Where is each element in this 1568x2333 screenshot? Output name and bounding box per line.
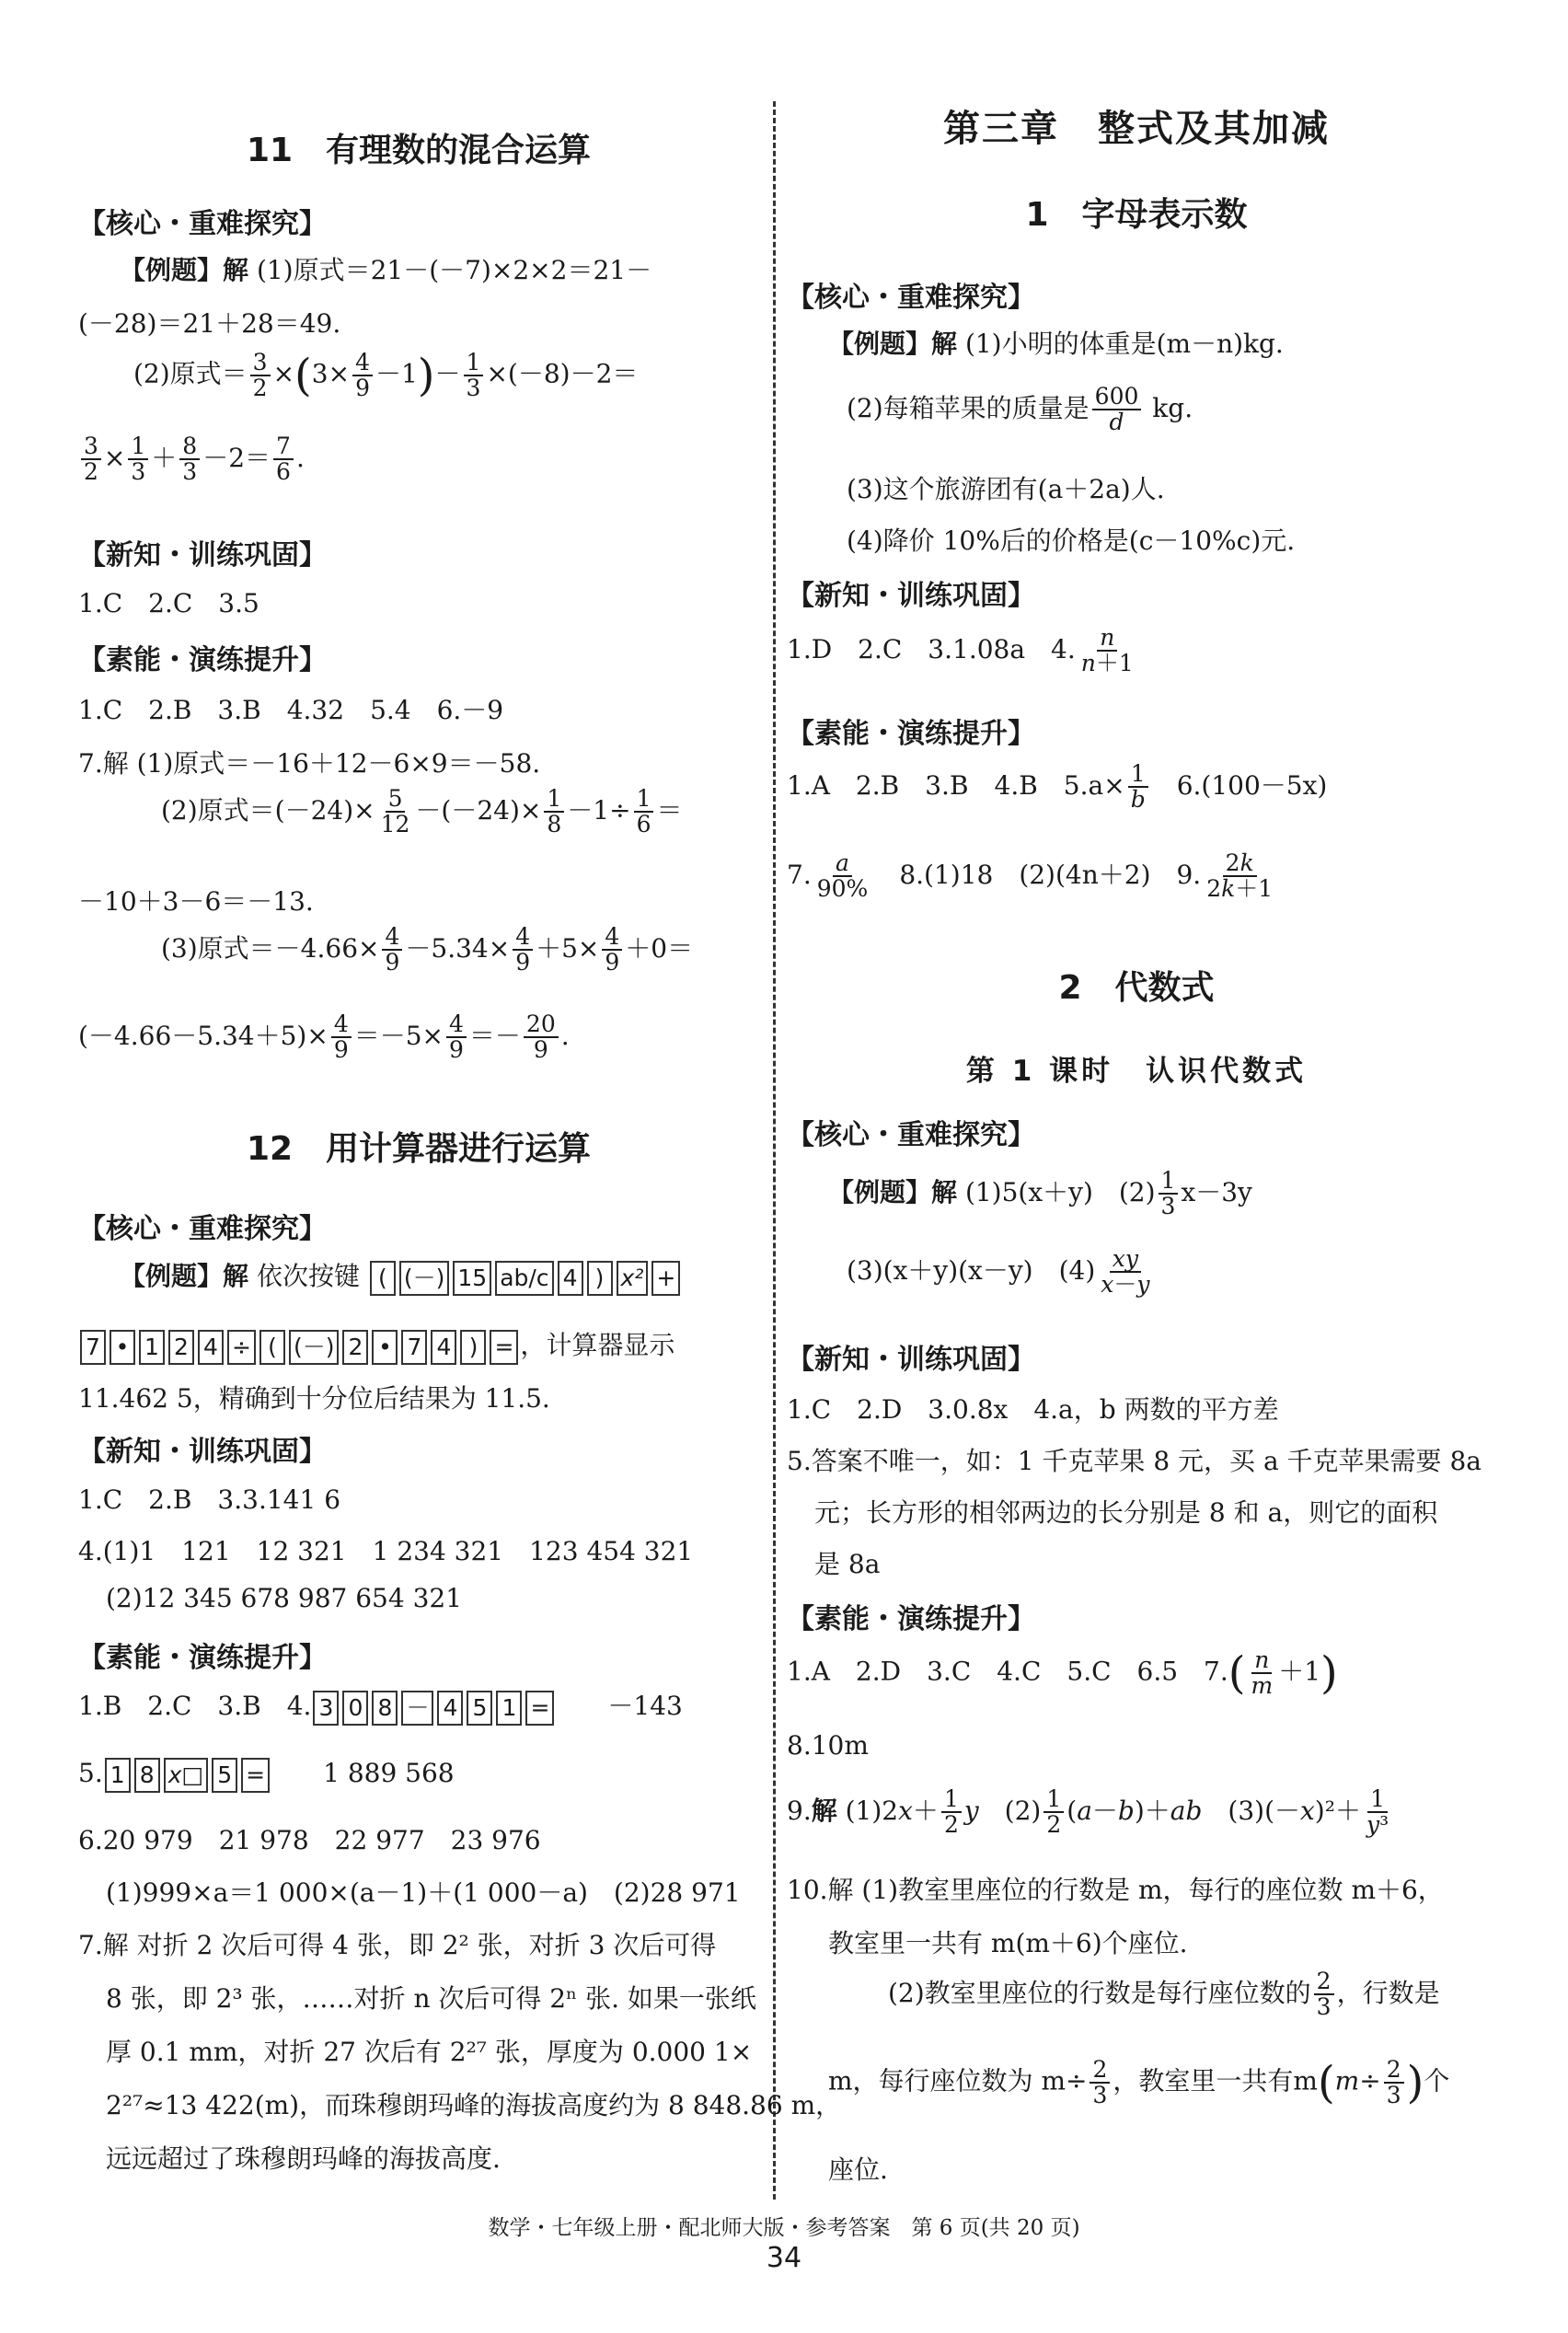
- s1-new-answers: 1.D 2.C 3.1.08a 4. $\frac{n}{n+1}$: [787, 624, 1134, 677]
- s1-example-text1: (1)小明的体重是(m－n)kg.: [964, 329, 1284, 359]
- s11-example-line1: [120, 250, 651, 287]
- s1-new-text: 1.D 2.C 3.1.08a 4.: [787, 633, 1076, 664]
- s12-skill-line2: 5. 1 8 x□ 5 = 1 889 568: [78, 1753, 455, 1793]
- solution-label: 解: [223, 255, 249, 285]
- key-5b: 5: [212, 1758, 237, 1793]
- s12-skill-result1: －143: [607, 1691, 683, 1721]
- key-neg: (－): [399, 1261, 450, 1296]
- s2-q9: 9.解 (1)2x＋ $\frac{1}{2}$ y (2) $\frac{1}{2}$ (a－b)＋ab (3)(－x)²＋ $\frac{1}{\text{y³}}$: [787, 1785, 1389, 1839]
- s2-q10-line5: 座位.: [828, 2154, 888, 2185]
- s11-example-line4: $\frac{3}{2}$ × $\frac{1}{3}$ ＋ $\frac{8}{3}$ －2＝ $\frac{7}{6}$ .: [78, 434, 305, 485]
- s11-new-answers: 1.C 2.C 3.5: [78, 588, 259, 618]
- core-tag-3: 【核心・重难探究】: [787, 282, 1035, 314]
- section-11-title: 11 有理数的混合运算: [246, 132, 592, 169]
- s2-example-text2: (3)(x＋y)(x－y) (4): [847, 1254, 1096, 1286]
- key-1b: 1: [496, 1691, 522, 1726]
- key-1c: 1: [105, 1758, 131, 1793]
- key-eq2: =: [525, 1691, 554, 1726]
- s2-new-line1: 1.C 2.D 3.0.8x 4.a，b 两数的平方差: [787, 1394, 1279, 1425]
- s1-example-line4: (4)降价 10%后的价格是(c－10%c)元.: [847, 526, 1296, 556]
- skill-tag-4: 【素能・演练提升】: [787, 1603, 1035, 1635]
- key-3: 3: [313, 1691, 339, 1726]
- key-x2: x²: [617, 1261, 649, 1296]
- key-4d: 4: [437, 1691, 463, 1726]
- s1-example-line1: [828, 324, 1284, 361]
- s2-q10-line4: m，每行座位数为 m÷ $\frac{2}{3}$ ，教室里一共有m(m÷ $\frac{2}{3}$ )个: [828, 2055, 1450, 2108]
- key-7: 7: [80, 1330, 106, 1365]
- s12-q7-line1: 7.解 对折 2 次后可得 4 张，即 2² 张，对折 3 次后可得: [78, 1930, 717, 1960]
- key-2: 2: [168, 1330, 194, 1365]
- s2-example-text1: (1)5(x＋y) (2): [964, 1176, 1156, 1207]
- s11-example-line3: (2)原式＝ $\frac{3}{2}$ ×(3× $\frac{4}{9}$ －1)－ $\frac{1}{3}$ ×(－8)－2＝: [133, 348, 639, 401]
- s11-q7-line2: (2)原式＝(－24)× $\frac{5}{12}$ －(－24)× $\frac{1}{8}$ －1÷ $\frac{1}{6}$ ＝: [161, 785, 683, 838]
- key-eq: =: [490, 1330, 518, 1365]
- s2-q10-text3-tail: ，行数是: [1336, 1977, 1440, 2008]
- s12-q6-line2: (1)999×a＝1 000×(a－1)＋(1 000－a) (2)28 971: [106, 1877, 741, 1908]
- s12-example-line1: [120, 1256, 682, 1296]
- example-label: 【例题】: [120, 1261, 224, 1291]
- s1-skill-line2: 7. $\frac{a}{90\%}$ 8.(1)18 (2)(4n＋2) 9. $\frac{2k}{2k+1}$: [787, 849, 1274, 903]
- s12-q7-line2: 8 张，即 2³ 张，……对折 n 次后可得 2ⁿ 张. 如果一张纸: [106, 1983, 756, 2014]
- s1-skill-text2: 8.(1)18 (2)(4n＋2) 9.: [899, 859, 1202, 890]
- s2-q10-line1: 10.解 (1)教室里座位的行数是 m，每行的座位数 m＋6，: [787, 1875, 1444, 1905]
- core-tag-2: 【核心・重难探究】: [78, 1213, 327, 1245]
- chapter-title: 第三章 整式及其加减: [943, 108, 1330, 150]
- example-label: 【例题】: [828, 1176, 932, 1207]
- s11-q7-line5: (－4.66－5.34＋5)× $\frac{4}{9}$ ＝－5× $\frac{4}{9}$ ＝－ $\frac{20}{9}$ .: [78, 1011, 570, 1064]
- s12-example-line3: 11.462 5，精确到十分位后结果为 11.5.: [78, 1383, 550, 1414]
- key-abc: ab/c: [495, 1261, 553, 1296]
- s11-q7-line3: －10＋3－6＝－13.: [78, 886, 314, 917]
- s1-example-line2: (2)每箱苹果的质量是 $\frac{600}{d}$ kg.: [847, 383, 1193, 436]
- s2-new-line4: 是 8a: [814, 1549, 881, 1579]
- new-tag-2: 【新知・训练巩固】: [78, 1436, 327, 1468]
- s12-q7-line4: 2²⁷≈13 422(m)，而珠穆朗玛峰的海拔高度约为 8 848.86 m，: [106, 2090, 842, 2120]
- page-number: 34: [766, 2242, 802, 2274]
- s1-skill-text1-tail: 6.(100－5x): [1176, 769, 1328, 801]
- solution-label: 解: [931, 329, 958, 359]
- key-1: 1: [139, 1330, 165, 1365]
- key-dot: •: [110, 1330, 135, 1365]
- solution-label: 解: [931, 1176, 958, 1207]
- section-2-title: 2 代数式: [1058, 969, 1215, 1007]
- s12-new-line3: (2)12 345 678 987 654 321: [106, 1583, 463, 1613]
- s12-new-line1: 1.C 2.B 3.3.141 6: [78, 1484, 341, 1515]
- s2-q10-text4-mid: ，教室里一共有m: [1113, 2065, 1318, 2096]
- key-minus: －: [401, 1691, 433, 1726]
- s2-example-line2: (3)(x＋y)(x－y) (4) $\frac{xy}{x-y}$: [847, 1245, 1150, 1299]
- s11-q7-line4: (3)原式＝－4.66× $\frac{4}{9}$ －5.34× $\frac{4}{9}$ ＋5× $\frac{4}{9}$ ＋0＝: [161, 923, 694, 976]
- key-rparen2: ): [460, 1330, 486, 1365]
- s11-example-text1: (1)原式＝21－(－7)×2×2＝21－: [256, 255, 652, 285]
- s2-new-line2: 5.答案不唯一，如：1 千克苹果 8 元，买 a 千克苹果需要 8a: [787, 1446, 1482, 1476]
- key-eq3: =: [241, 1758, 270, 1793]
- section-12-title: 12 用计算器进行运算: [246, 1130, 592, 1168]
- key-15: 15: [453, 1261, 491, 1296]
- s2-new-line3: 元；长方形的相邻两边的长分别是 8 和 a，则它的面积: [814, 1497, 1438, 1528]
- new-tag: 【新知・训练巩固】: [78, 539, 327, 572]
- s11-skill-answers: 1.C 2.B 3.B 4.32 5.4 6.－9: [78, 695, 504, 725]
- s2-q10-text3: (2)教室里座位的行数是每行座位数的: [888, 1977, 1311, 2008]
- s12-skill-line1: [78, 1686, 683, 1726]
- s1-skill-line1: 1.A 2.B 3.B 4.B 5.a× $\frac{1}{b}$ 6.(100－5x): [787, 760, 1328, 814]
- key-4b: 4: [198, 1330, 224, 1365]
- key-neg2: (－): [289, 1330, 340, 1365]
- key-plus: +: [651, 1261, 680, 1296]
- key-dot2: •: [372, 1330, 398, 1365]
- s12-q7-line5: 远远超过了珠穆朗玛峰的海拔高度.: [106, 2143, 501, 2174]
- key-0: 0: [342, 1691, 368, 1726]
- key-xpow: x□: [164, 1758, 208, 1793]
- key-lparen2: (: [259, 1330, 285, 1365]
- s2-skill-text1: 1.A 2.D 3.C 4.C 5.C 6.5 7.: [787, 1656, 1228, 1687]
- key-4: 4: [558, 1261, 583, 1296]
- solution-label: 解: [223, 1261, 249, 1291]
- example-label: 【例题】: [120, 255, 224, 285]
- key-lparen: (: [370, 1261, 396, 1296]
- skill-tag-3: 【素能・演练提升】: [787, 718, 1035, 750]
- section-1-title: 1 字母表示数: [1025, 196, 1248, 234]
- key-7b: 7: [401, 1330, 427, 1365]
- s11-example-line2: (－28)＝21＋28＝49.: [78, 308, 341, 339]
- skill-tag-2: 【素能・演练提升】: [78, 1642, 327, 1674]
- s12-example-text: 依次按键: [256, 1261, 360, 1291]
- key-2b: 2: [342, 1330, 368, 1365]
- s12-q6-line1: 6.20 979 21 978 22 977 23 976: [78, 1825, 541, 1855]
- column-divider: [773, 101, 776, 2200]
- key-div: ÷: [227, 1330, 256, 1365]
- lesson-1-title: 第 1 课时 认识代数式: [965, 1055, 1308, 1088]
- s12-new-line2: 4.(1)1 121 12 321 1 234 321 123 454 321: [78, 1536, 694, 1566]
- s12-example-line2: [78, 1325, 674, 1365]
- s12-skill-result2: 1 889 568: [323, 1758, 455, 1788]
- new-tag-3: 【新知・训练巩固】: [787, 580, 1035, 612]
- core-tag: 【核心・重难探究】: [78, 208, 327, 240]
- example-label: 【例题】: [828, 329, 932, 359]
- new-tag-4: 【新知・训练巩固】: [787, 1344, 1035, 1376]
- s2-skill-line1: 1.A 2.D 3.C 4.C 5.C 6.5 7.( $\frac{n}{m}$ ＋1): [787, 1646, 1338, 1699]
- key-rparen: ): [587, 1261, 613, 1296]
- key-5: 5: [467, 1691, 492, 1726]
- s2-q10-text4-suf: 个: [1424, 2065, 1450, 2096]
- s11-q7-line1: 7.解 (1)原式＝－16＋12－6×9＝－58.: [78, 748, 541, 779]
- page-footer: 数学・七年级上册・配北师大版・参考答案 第 6 页(共 20 页): [488, 2216, 1080, 2240]
- skill-tag: 【素能・演练提升】: [78, 644, 327, 676]
- s12-skill-text: 1.B 2.C 3.B 4.: [78, 1691, 312, 1721]
- s2-q8: 8.10m: [787, 1730, 869, 1761]
- key-8b: 8: [134, 1758, 160, 1793]
- s1-example-unit: kg.: [1152, 392, 1193, 423]
- key-4c: 4: [431, 1330, 456, 1365]
- s1-example-text2: (2)每箱苹果的质量是: [847, 392, 1090, 423]
- s1-example-line3: (3)这个旅游团有(a＋2a)人.: [847, 474, 1165, 504]
- key-8: 8: [372, 1691, 398, 1726]
- s12-q7-line3: 厚 0.1 mm，对折 27 次后有 2²⁷ 张，厚度为 0.000 1×: [106, 2037, 753, 2067]
- s2-q10-line3: (2)教室里座位的行数是每行座位数的 $\frac{2}{3}$ ，行数是: [888, 1968, 1440, 2021]
- s2-q10-line2: 教室里一共有 m(m＋6)个座位.: [828, 1928, 1188, 1958]
- s1-skill-text1: 1.A 2.B 3.B 4.B 5.a×: [787, 769, 1125, 801]
- s2-q10-text4-pre: m，每行座位数为 m÷: [828, 2065, 1088, 2096]
- core-tag-4: 【核心・重难探究】: [787, 1119, 1035, 1151]
- s12-example-tail: ，计算器显示: [520, 1330, 675, 1360]
- s2-example-line1: 【例题】解 (1)5(x＋y) (2) $\frac{1}{3}$ x－3y: [828, 1167, 1252, 1220]
- s2-example-text1-tail: x－3y: [1181, 1176, 1252, 1207]
